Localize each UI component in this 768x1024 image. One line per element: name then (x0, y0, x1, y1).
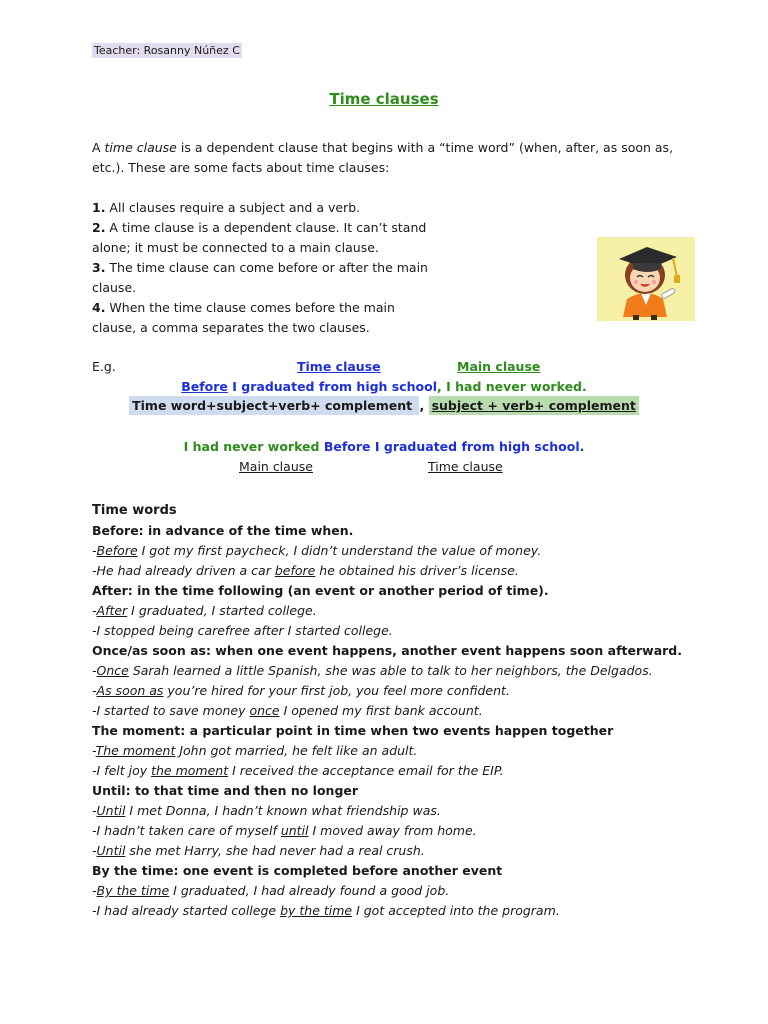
time-word-definition: By the time: one event is completed before another event (92, 863, 503, 878)
intro-term: time clause (104, 140, 177, 155)
time-words-heading: Time words (92, 503, 177, 518)
example-text: Sarah learned a little Spanish, she was able to talk to her neighbors, the Delgados. (128, 663, 653, 678)
example-text: - (92, 543, 97, 558)
graduate-image (597, 237, 695, 321)
main-clause-label-2: Main clause (239, 459, 313, 474)
example-text: I graduated, I started college. (127, 603, 317, 618)
example-line (92, 661, 732, 681)
example-line (92, 761, 732, 781)
fact-text: The time clause can come before or after the main clause. (92, 260, 428, 295)
example-text: - (92, 663, 97, 678)
page-title: Time clauses (329, 90, 439, 108)
example-text: John got married, he felt like an adult. (175, 743, 418, 758)
example-line (92, 801, 732, 821)
example-line (92, 901, 732, 921)
example-line (92, 621, 732, 641)
example-text: -I had already started college (92, 903, 281, 918)
example-text: I got my first paycheck, I didn’t understand the value of money. (137, 543, 542, 558)
example-line (92, 701, 732, 721)
time-word-key: Until (96, 803, 126, 818)
teacher-name: Teacher: Rosanny Núñez C (94, 44, 240, 57)
fact-number: 2. (92, 220, 106, 235)
time-word-key: After (96, 603, 128, 618)
time-word-definition: Before: in advance of the time when. (92, 523, 354, 538)
facts-list (92, 198, 442, 338)
example-label: E.g. (92, 359, 116, 374)
fact-number: 3. (92, 260, 106, 275)
example-text: I got accepted into the program. (352, 903, 560, 918)
time-word-key: before (274, 563, 316, 578)
fact-number: 4. (92, 300, 106, 315)
time-word-key: As soon as (96, 683, 164, 698)
example-text: I opened my first bank account. (279, 703, 483, 718)
fact-item (92, 218, 442, 258)
graduate-cartoon-icon (597, 237, 695, 321)
time-words-section (92, 501, 732, 921)
fact-item (92, 258, 442, 298)
example-text: I received the acceptance email for the EIP. (228, 763, 504, 778)
time-words-list (92, 521, 732, 921)
example-text: - (92, 803, 97, 818)
structure-formula (0, 398, 768, 413)
time-word-definition: Once/as soon as: when one event happens, another event happens soon afterward. (92, 643, 682, 658)
example-line (92, 561, 732, 581)
example-text: - (92, 883, 97, 898)
main-clause-text: , I had never worked. (437, 379, 587, 394)
example-line (92, 821, 732, 841)
example-text: - (92, 603, 97, 618)
main-clause-label: Main clause (457, 359, 541, 374)
fact-text: When the time clause comes before the main clause, a comma separates the two clauses. (92, 300, 395, 335)
example-text: - (92, 843, 97, 858)
example-text: -He had already driven a car (92, 563, 275, 578)
time-clause-label-2: Time clause (428, 459, 503, 474)
intro-a: A (92, 140, 105, 155)
example-line (92, 741, 732, 761)
example-line (92, 681, 732, 701)
time-word-key: by the time (280, 903, 353, 918)
example-text: -I stopped being carefree after I started college. (92, 623, 393, 638)
time-word-key: The moment (95, 743, 176, 758)
intro-paragraph (92, 138, 682, 178)
example-text: I moved away from home. (308, 823, 477, 838)
time-word-definition: The moment: a particular point in time when two events happen together (92, 723, 614, 738)
time-clause-text: I graduated from high school (227, 379, 438, 394)
time-word-key: the moment (151, 763, 229, 778)
example-text: she met Harry, she had never had a real crush. (125, 843, 425, 858)
example-line (92, 881, 732, 901)
main-clause-text: I had never worked (183, 439, 324, 454)
example-text: -I hadn’t taken care of myself (92, 823, 281, 838)
time-word-definition: Until: to that time and then no longer (92, 783, 359, 798)
time-word-key: Once (96, 663, 129, 678)
time-word-definition: After: in the time following (an event or another period of time). (92, 583, 549, 598)
example-text: I met Donna, I hadn’t known what friendship was. (125, 803, 441, 818)
time-word-key: Until (96, 843, 126, 858)
time-word-key: once (249, 703, 280, 718)
example-text: -I felt joy (92, 763, 152, 778)
example-sentence-2 (0, 439, 768, 454)
example-text: - (92, 743, 96, 758)
time-word-key: By the time (96, 883, 170, 898)
formula-main-part: subject + verb+ complement (429, 396, 639, 415)
fact-text: A time clause is a dependent clause. It can’t stand alone; it must be connected to a main clause. (92, 220, 427, 255)
time-word-key: until (280, 823, 309, 838)
example-sentence-1 (0, 379, 768, 394)
example-text: -I started to save money (92, 703, 250, 718)
example-line (92, 541, 732, 561)
example-line (92, 841, 732, 861)
example-text: you’re hired for your first job, you feel more confident. (163, 683, 510, 698)
example-text: I graduated, I had already found a good job. (169, 883, 450, 898)
fact-text: All clauses require a subject and a verb. (105, 200, 361, 215)
intro-rest: is a dependent clause that begins with a “time word” (when, after, as soon as, etc.). These are some facts about time clauses: (92, 140, 674, 175)
formula-comma: , (419, 398, 425, 413)
time-clause-text: Before I graduated from high school. (323, 439, 585, 454)
example-text: he obtained his driver’s license. (315, 563, 519, 578)
time-clause-label: Time clause (297, 359, 381, 374)
fact-number: 1. (92, 200, 106, 215)
formula-time-part: Time word+subject+verb+ complement (129, 396, 419, 415)
example-text: - (92, 683, 97, 698)
time-word: Before (181, 379, 228, 394)
fact-item (92, 198, 442, 218)
example-line (92, 601, 732, 621)
fact-item (92, 298, 442, 338)
time-word-key: Before (96, 543, 138, 558)
